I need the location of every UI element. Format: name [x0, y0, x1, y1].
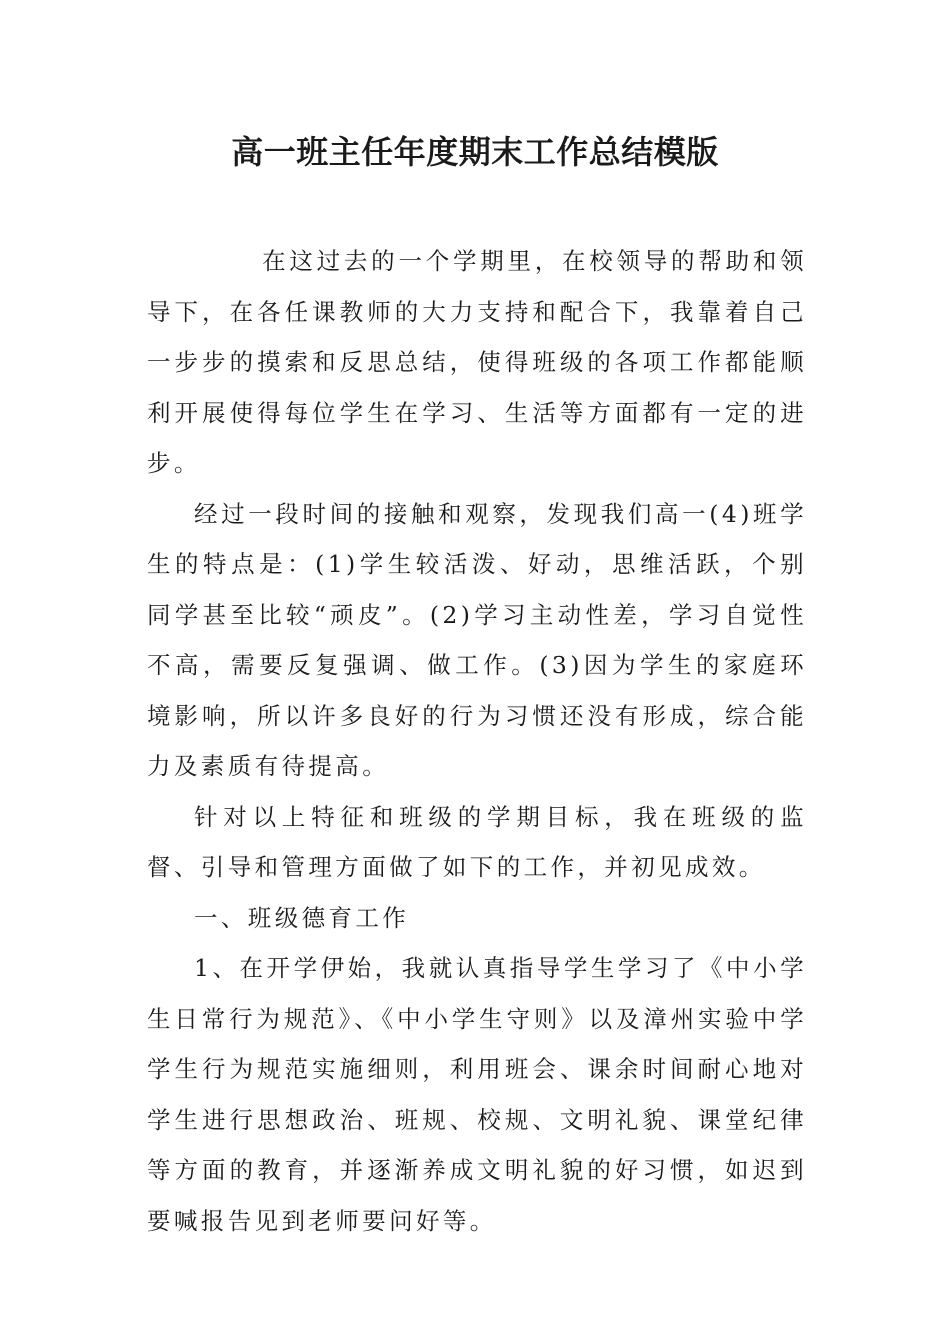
paragraph-class-traits: 经过一段时间的接触和观察，发现我们高一(4)班学生的特点是：(1)学生较活泼、好动，思维活跃，个别同学甚至比较“顽皮”。(2)学习主动性差，学习自觉性不高，需要反复强调、做工作。(3)因为学生的家庭环境影响，所以许多良好的行为习惯还没有形成，综合能力及素质有待提高。 — [147, 499, 807, 780]
document-title: 高一班主任年度期末工作总结模版 — [231, 133, 719, 171]
paragraph-intro: 在这过去的一个学期里，在校领导的帮助和领导下，在各任课教师的大力支持和配合下，我靠着自己一步步的摸索和反思总结，使得班级的各项工作都能顺利开展使得每位学生在学习、生活等方面都有一定的进步。 — [147, 247, 807, 477]
document-body — [147, 236, 807, 1246]
paragraph-item-1: 1、在开学伊始，我就认真指导学生学习了《中小学生日常行为规范》、《中小学生守则》以及漳州实验中学学生行为规范实施细则，利用班会、课余时间耐心地对学生进行思想政治、班规、校规、文明礼貌、课堂纪律等方面的教育，并逐渐养成文明礼貌的好习惯，如迟到要喊报告见到老师要问好等。 — [147, 954, 807, 1235]
section-heading-moral-education: 一、班级德育工作 — [194, 903, 410, 932]
paragraph-measures: 针对以上特征和班级的学期目标，我在班级的监督、引导和管理方面做了如下的工作，并初见成效。 — [147, 802, 807, 881]
